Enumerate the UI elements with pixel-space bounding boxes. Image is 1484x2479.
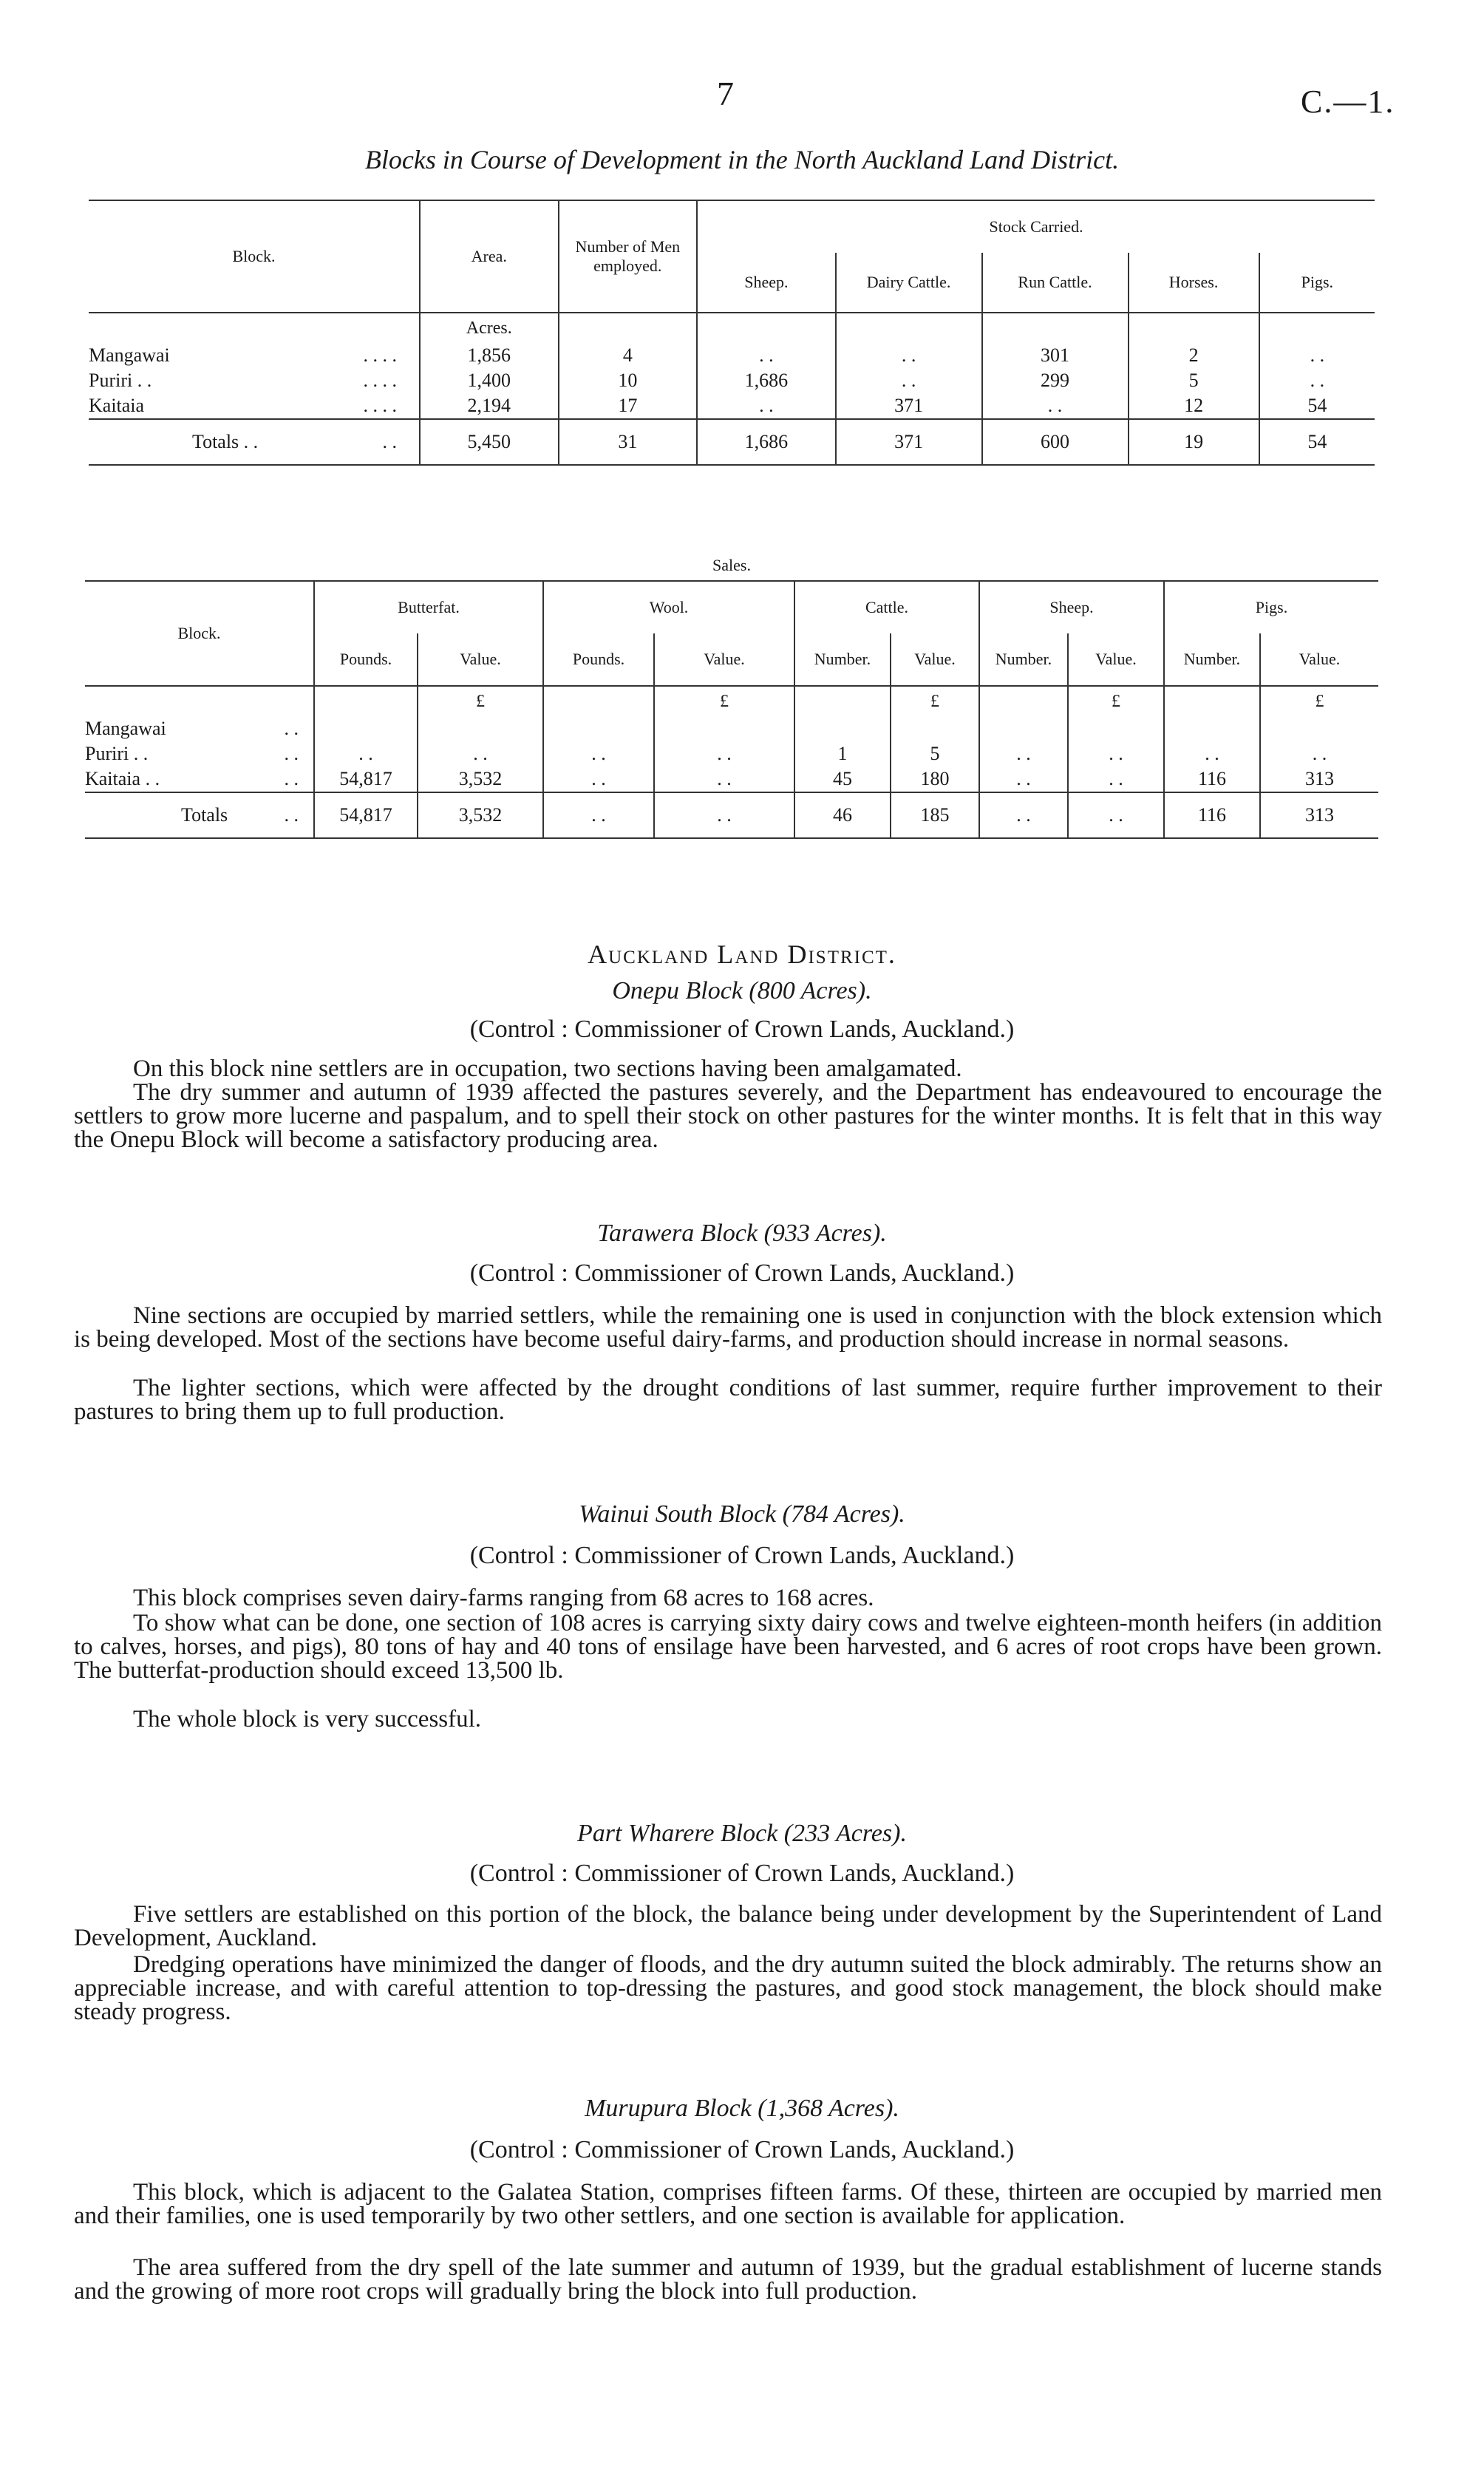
wool-value-total: . . (654, 792, 794, 838)
men-cell: 10 (559, 368, 698, 393)
col-area: Area. (420, 200, 559, 313)
pigs-value-total: 313 (1260, 792, 1378, 838)
col-number: Number. (794, 633, 891, 686)
horses-total: 19 (1129, 419, 1259, 465)
area-cell: 1,856 (420, 343, 559, 368)
paragraph: The area suffered from the dry spell of the late summer and autumn of 1939, but the gradual establishment of lucerne stands and the growing of more root crops will gradually bring the block into full production. (74, 2254, 1382, 2305)
wool-pounds-total: . . (543, 792, 654, 838)
leader-dots: . . (382, 431, 398, 452)
paragraph: This block comprises seven dairy-farms ranging from 68 acres to 168 acres. (133, 1585, 874, 1611)
sheep-value-cell (1068, 716, 1164, 741)
table-row (85, 741, 1378, 766)
section-title: Part Wharere Block (233 Acres). (577, 1820, 907, 1847)
wool-value-cell: . . (654, 741, 794, 766)
run-cell: . . (982, 393, 1129, 419)
sheep-value-cell: . . (1068, 741, 1164, 766)
section-control: (Control : Commissioner of Crown Lands, Auckland.) (469, 2136, 1015, 2163)
totals-row (85, 792, 1378, 838)
col-cattle: Cattle. (794, 581, 979, 633)
sheep-cell: . . (697, 393, 836, 419)
col-stock-carried: Stock Carried. (697, 200, 1375, 253)
block-name: Mangawai (89, 344, 170, 366)
leader-dots: . . . . (363, 370, 398, 391)
pigs-cell: 54 (1259, 393, 1375, 419)
pigs-number-cell: 116 (1164, 766, 1260, 792)
development-blocks-table (89, 200, 1375, 466)
sheep-number-cell: . . (979, 766, 1068, 792)
sheep-number-cell (979, 716, 1068, 741)
section-control: (Control : Commissioner of Crown Lands, Auckland.) (469, 1016, 1015, 1043)
col-horses: Horses. (1129, 253, 1259, 313)
block-name: Kaitaia (89, 395, 145, 416)
col-pounds: Pounds. (314, 633, 418, 686)
col-wool: Wool. (543, 581, 794, 633)
totals-row (89, 419, 1375, 465)
area-cell: 2,194 (420, 393, 559, 419)
currency-symbol: £ (1260, 686, 1378, 716)
run-cell: 299 (982, 368, 1129, 393)
block-name: Puriri . . (85, 743, 149, 764)
dairy-cell: 371 (836, 393, 982, 419)
block-name: Kaitaia . . (85, 768, 160, 789)
section-title: Wainui South Block (784 Acres). (579, 1500, 905, 1528)
butterfat-pounds-cell: . . (314, 741, 418, 766)
wool-pounds-cell (543, 716, 654, 741)
district-heading: Auckland Land District. (588, 939, 896, 969)
wool-pounds-cell: . . (543, 766, 654, 792)
run-cell: 301 (982, 343, 1129, 368)
men-cell: 17 (559, 393, 698, 419)
cattle-number-cell (794, 716, 891, 741)
col-pigs: Pigs. (1164, 581, 1378, 633)
cattle-value-cell (891, 716, 979, 741)
unit-acres: Acres. (420, 313, 559, 343)
sheep-number-cell: . . (979, 741, 1068, 766)
table-title: Blocks in Course of Development in the North Auckland Land District. (364, 145, 1120, 174)
leader-dots: . . (284, 768, 299, 789)
block-name: Mangawai (85, 718, 166, 739)
cattle-number-cell: 45 (794, 766, 891, 792)
col-number: Number. (1164, 633, 1260, 686)
col-dairy-cattle: Dairy Cattle. (836, 253, 982, 313)
col-pounds: Pounds. (543, 633, 654, 686)
section-title: Onepu Block (800 Acres). (612, 977, 872, 1004)
leader-dots: . . (284, 718, 299, 739)
area-total: 5,450 (420, 419, 559, 465)
sales-table (85, 551, 1378, 839)
page-number: 7 (717, 75, 734, 112)
document-reference: C.—1. (1301, 84, 1395, 120)
col-block: Block. (89, 200, 420, 313)
paragraph: The dry summer and autumn of 1939 affected the pastures severely, and the Department has endeavoured to encourage the settlers to grow more lucerne and paspalum, and to spell their stock on other pastures for the winter months. It is felt that in this way the Onepu Block will become a satisfactory producing area. (74, 1079, 1382, 1153)
wool-value-cell: . . (654, 766, 794, 792)
leader-dots: . . (284, 743, 299, 764)
table-row (89, 343, 1375, 368)
paragraph: Nine sections are occupied by married settlers, while the remaining one is used in conjunction with the block extension which is being developed. Most of the sections have become useful dairy-farms, and production should increase in normal seasons. (74, 1302, 1382, 1353)
col-sheep: Sheep. (697, 253, 836, 313)
cattle-value-cell: 5 (891, 741, 979, 766)
sheep-value-cell: . . (1068, 766, 1164, 792)
col-run-cattle: Run Cattle. (982, 253, 1129, 313)
paragraph: The whole block is very successful. (133, 1706, 482, 1732)
currency-symbol: £ (1068, 686, 1164, 716)
dairy-cell: . . (836, 343, 982, 368)
col-sheep: Sheep. (979, 581, 1164, 633)
cattle-value-cell: 180 (891, 766, 979, 792)
section-control: (Control : Commissioner of Crown Lands, Auckland.) (469, 1860, 1015, 1887)
currency-symbol: £ (418, 686, 543, 716)
pigs-value-cell: . . (1260, 741, 1378, 766)
horses-cell: 5 (1129, 368, 1259, 393)
dairy-total: 371 (836, 419, 982, 465)
wool-value-cell (654, 716, 794, 741)
col-value: Value. (1068, 633, 1164, 686)
col-butterfat: Butterfat. (314, 581, 543, 633)
men-total: 31 (559, 419, 698, 465)
paragraph: The lighter sections, which were affected by the drought conditions of last summer, require further improvement to their pastures to bring them up to full production. (74, 1375, 1382, 1425)
cattle-number-cell: 1 (794, 741, 891, 766)
section-title: Murupura Block (1,368 Acres). (585, 2095, 899, 2122)
col-value: Value. (654, 633, 794, 686)
table-row (89, 368, 1375, 393)
pigs-value-cell (1260, 716, 1378, 741)
sheep-cell: . . (697, 343, 836, 368)
pigs-number-total: 116 (1164, 792, 1260, 838)
paragraph: On this block nine settlers are in occupation, two sections having been amalgamated. (133, 1055, 962, 1082)
table-row (89, 393, 1375, 419)
currency-symbol: £ (654, 686, 794, 716)
paragraph: Five settlers are established on this portion of the block, the balance being under development by the Superintendent of Land Development, Auckland. (74, 1901, 1382, 1951)
butterfat-pounds-cell (314, 716, 418, 741)
pigs-value-cell: 313 (1260, 766, 1378, 792)
butterfat-pounds-cell: 54,817 (314, 766, 418, 792)
area-cell: 1,400 (420, 368, 559, 393)
dairy-cell: . . (836, 368, 982, 393)
butterfat-value-total: 3,532 (418, 792, 543, 838)
pigs-cell: . . (1259, 368, 1375, 393)
butterfat-pounds-total: 54,817 (314, 792, 418, 838)
totals-label: Totals . . (192, 431, 259, 452)
table-row (85, 716, 1378, 741)
men-cell: 4 (559, 343, 698, 368)
paragraph: Dredging operations have minimized the danger of floods, and the dry autumn suited the block admirably. The returns show an appreciable increase, and with careful attention to top-dressing the pastures, and good stock management, the block should make steady progress. (74, 1951, 1382, 2025)
pigs-total: 54 (1259, 419, 1375, 465)
currency-symbol: £ (891, 686, 979, 716)
section-control: (Control : Commissioner of Crown Lands, Auckland.) (469, 1259, 1015, 1287)
col-block: Block. (85, 581, 314, 686)
col-number: Number. (979, 633, 1068, 686)
pigs-cell: . . (1259, 343, 1375, 368)
table-row (85, 766, 1378, 792)
cattle-value-total: 185 (891, 792, 979, 838)
butterfat-value-cell (418, 716, 543, 741)
block-name: Puriri . . (89, 370, 152, 391)
pigs-number-cell: . . (1164, 741, 1260, 766)
col-value: Value. (891, 633, 979, 686)
butterfat-value-cell: . . (418, 741, 543, 766)
sales-label: Sales. (712, 556, 751, 574)
sheep-number-total: . . (979, 792, 1068, 838)
col-value: Value. (418, 633, 543, 686)
run-total: 600 (982, 419, 1129, 465)
leader-dots: . . . . (363, 395, 398, 416)
col-value: Value. (1260, 633, 1378, 686)
leader-dots: . . (284, 804, 299, 826)
leader-dots: . . . . (363, 344, 398, 366)
horses-cell: 12 (1129, 393, 1259, 419)
section-control: (Control : Commissioner of Crown Lands, Auckland.) (469, 1542, 1015, 1569)
butterfat-value-cell: 3,532 (418, 766, 543, 792)
sheep-cell: 1,686 (697, 368, 836, 393)
wool-pounds-cell: . . (543, 741, 654, 766)
totals-label: Totals (181, 804, 228, 826)
col-men: Number of Men employed. (559, 200, 698, 313)
sheep-value-total: . . (1068, 792, 1164, 838)
sheep-total: 1,686 (697, 419, 836, 465)
col-pigs: Pigs. (1259, 253, 1375, 313)
paragraph: To show what can be done, one section of 108 acres is carrying sixty dairy cows and twelve eighteen-month heifers (in addition to calves, horses, and pigs), 80 tons of hay and 40 tons of ensilage have been harvested, and 6 acres of root crops have been grown. The butterfat-production should exceed 13,500 lb. (74, 1610, 1382, 1684)
section-title: Tarawera Block (933 Acres). (597, 1220, 887, 1247)
pigs-number-cell (1164, 716, 1260, 741)
paragraph: This block, which is adjacent to the Galatea Station, comprises fifteen farms. Of these, thirteen are occupied by married men and their families, one is used temporarily by two other settlers, and one section is available for application. (74, 2179, 1382, 2229)
cattle-number-total: 46 (794, 792, 891, 838)
horses-cell: 2 (1129, 343, 1259, 368)
